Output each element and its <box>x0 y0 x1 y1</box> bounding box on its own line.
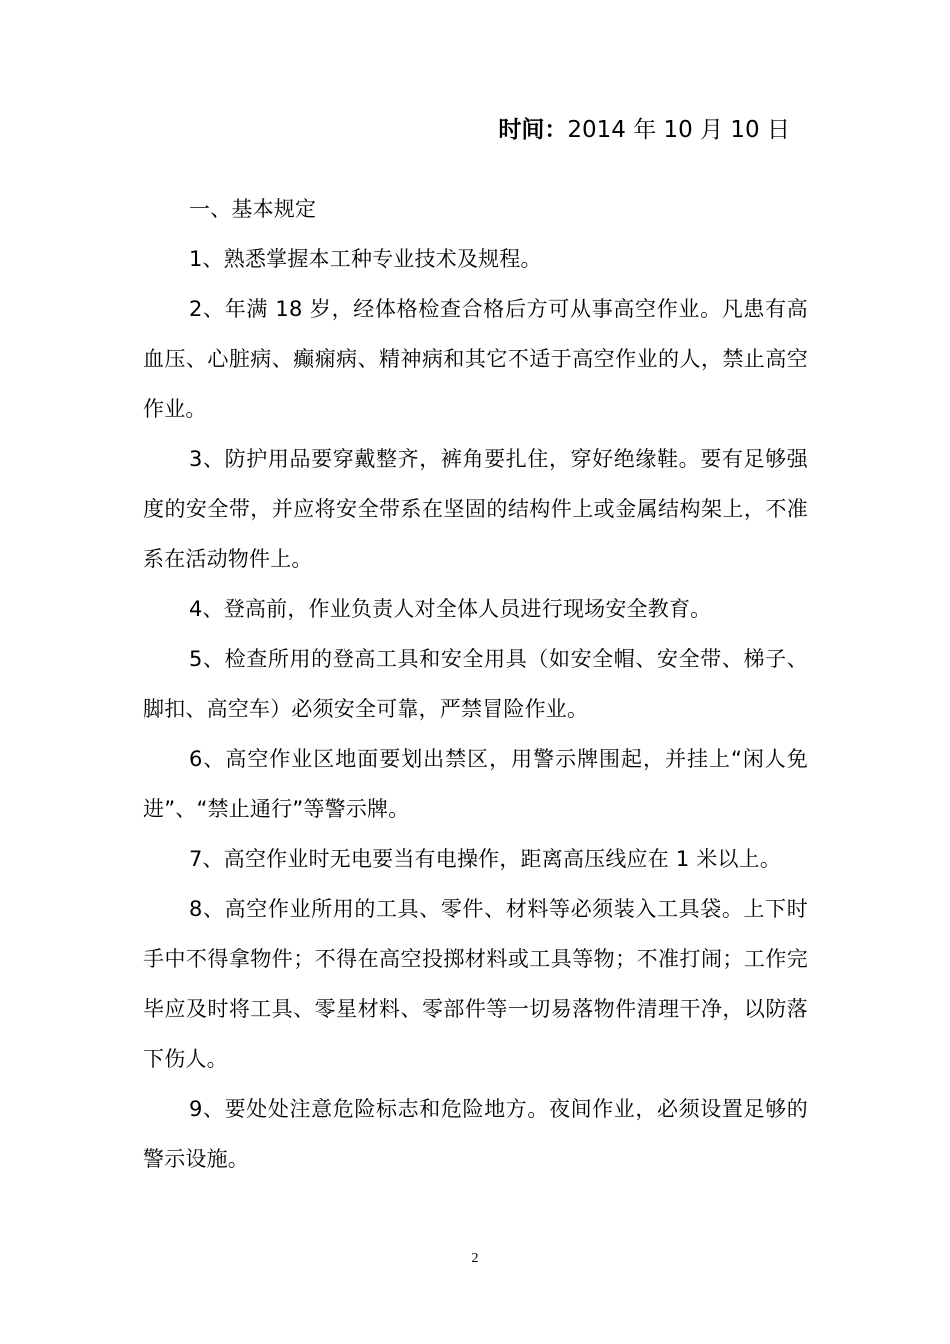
section-heading: 一、基本规定 <box>189 197 317 221</box>
rule-item-5: 5、检查所用的登高工具和安全用具（如安全帽、安全带、梯子、脚扣、高空车）必须安全可靠，严禁冒险作业。 <box>143 647 808 721</box>
date-value: 2014 年 10 月 10 日 <box>567 117 790 143</box>
date-label: 时间： <box>498 117 568 143</box>
rule-item-2: 2、年满 18 岁，经体格检查合格后方可从事高空作业。凡患有高血压、心脏病、癫痫病、精神病和其它不适于高空作业的人，禁止高空作业。 <box>143 297 808 421</box>
rule-item-8: 8、高空作业所用的工具、零件、材料等必须装入工具袋。上下时手中不得拿物件；不得在高空投掷材料或工具等物；不准打闹；工作完毕应及时将工具、零星材料、零部件等一切易落物件清理干净，以防落下伤人。 <box>143 897 808 1071</box>
document-body <box>143 184 808 1184</box>
page-number: 2 <box>471 1251 479 1266</box>
document-date <box>498 112 790 148</box>
rule-item-7: 7、高空作业时无电要当有电操作，距离高压线应在 1 米以上。 <box>189 847 782 871</box>
rule-item-6: 6、高空作业区地面要划出禁区，用警示牌围起，并挂上“闲人免进”、“禁止通行”等警示牌。 <box>143 747 808 821</box>
rule-item-1: 1、熟悉掌握本工种专业技术及规程。 <box>189 247 542 271</box>
rule-item-4: 4、登高前，作业负责人对全体人员进行现场安全教育。 <box>189 597 712 621</box>
rule-item-9: 9、要处处注意危险标志和危险地方。夜间作业，必须设置足够的警示设施。 <box>143 1097 808 1171</box>
rule-item-3: 3、防护用品要穿戴整齐，裤角要扎住，穿好绝缘鞋。要有足够强度的安全带，并应将安全带系在坚固的结构件上或金属结构架上，不准系在活动物件上。 <box>143 447 808 571</box>
